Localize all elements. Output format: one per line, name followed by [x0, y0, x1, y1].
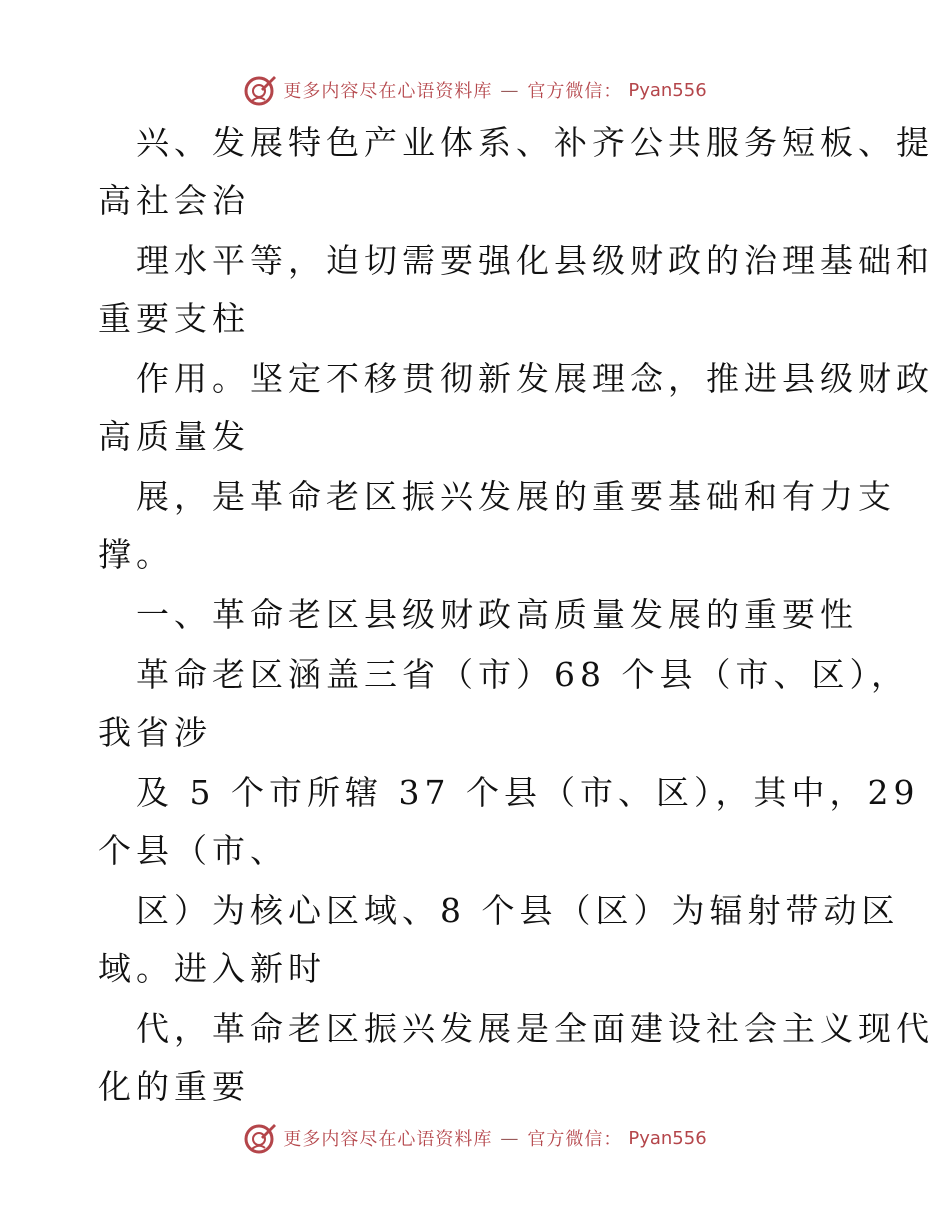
text-line: 作用。坚定不移贯彻新发展理念，推进县级财政: [136, 359, 934, 398]
header-banner-id: Pyan556: [628, 79, 707, 101]
text-line: 区）为核心区域、8 个县（区）为辐射带动区: [136, 891, 900, 930]
footer-banner-contact: 官方微信：: [527, 1129, 623, 1150]
text-line: 我省涉: [98, 713, 212, 752]
text-line: 高社会治: [98, 181, 250, 220]
text-line: 及 5 个市所辖 37 个县（市、区），其中，29: [136, 773, 920, 812]
text-line: 重要支柱: [98, 299, 250, 338]
header-banner-contact: 官方微信：: [527, 81, 623, 102]
brand-logo-icon: [243, 1121, 277, 1155]
section-heading: 一、革命老区县级财政高质量发展的重要性: [136, 595, 858, 634]
header-banner-text: 更多内容尽在心语资料库: [283, 81, 493, 102]
brand-logo-icon: [243, 73, 277, 107]
text-line: 理水平等，迫切需要强化县级财政的治理基础和: [136, 241, 934, 280]
text-line: 代，革命老区振兴发展是全面建设社会主义现代: [136, 1009, 934, 1048]
header-watermark: [0, 70, 950, 110]
text-line: 展，是革命老区振兴发展的重要基础和有力支: [136, 477, 896, 516]
text-line: 革命老区涵盖三省（市）68 个县（市、区），: [136, 655, 909, 694]
text-line: 撑。: [98, 535, 174, 574]
text-line: 域。进入新时: [98, 949, 326, 988]
text-line: 高质量发: [98, 417, 250, 456]
text-line: 兴、发展特色产业体系、补齐公共服务短板、提: [136, 123, 934, 162]
footer-banner-text: 更多内容尽在心语资料库: [283, 1129, 493, 1150]
footer-banner-id: Pyan556: [628, 1127, 707, 1149]
text-line: 化的重要: [98, 1067, 250, 1106]
footer-banner-dash: —: [500, 1127, 520, 1149]
header-banner-dash: —: [500, 79, 520, 101]
text-line: 个县（市、: [98, 831, 288, 870]
footer-watermark: [0, 1118, 950, 1158]
